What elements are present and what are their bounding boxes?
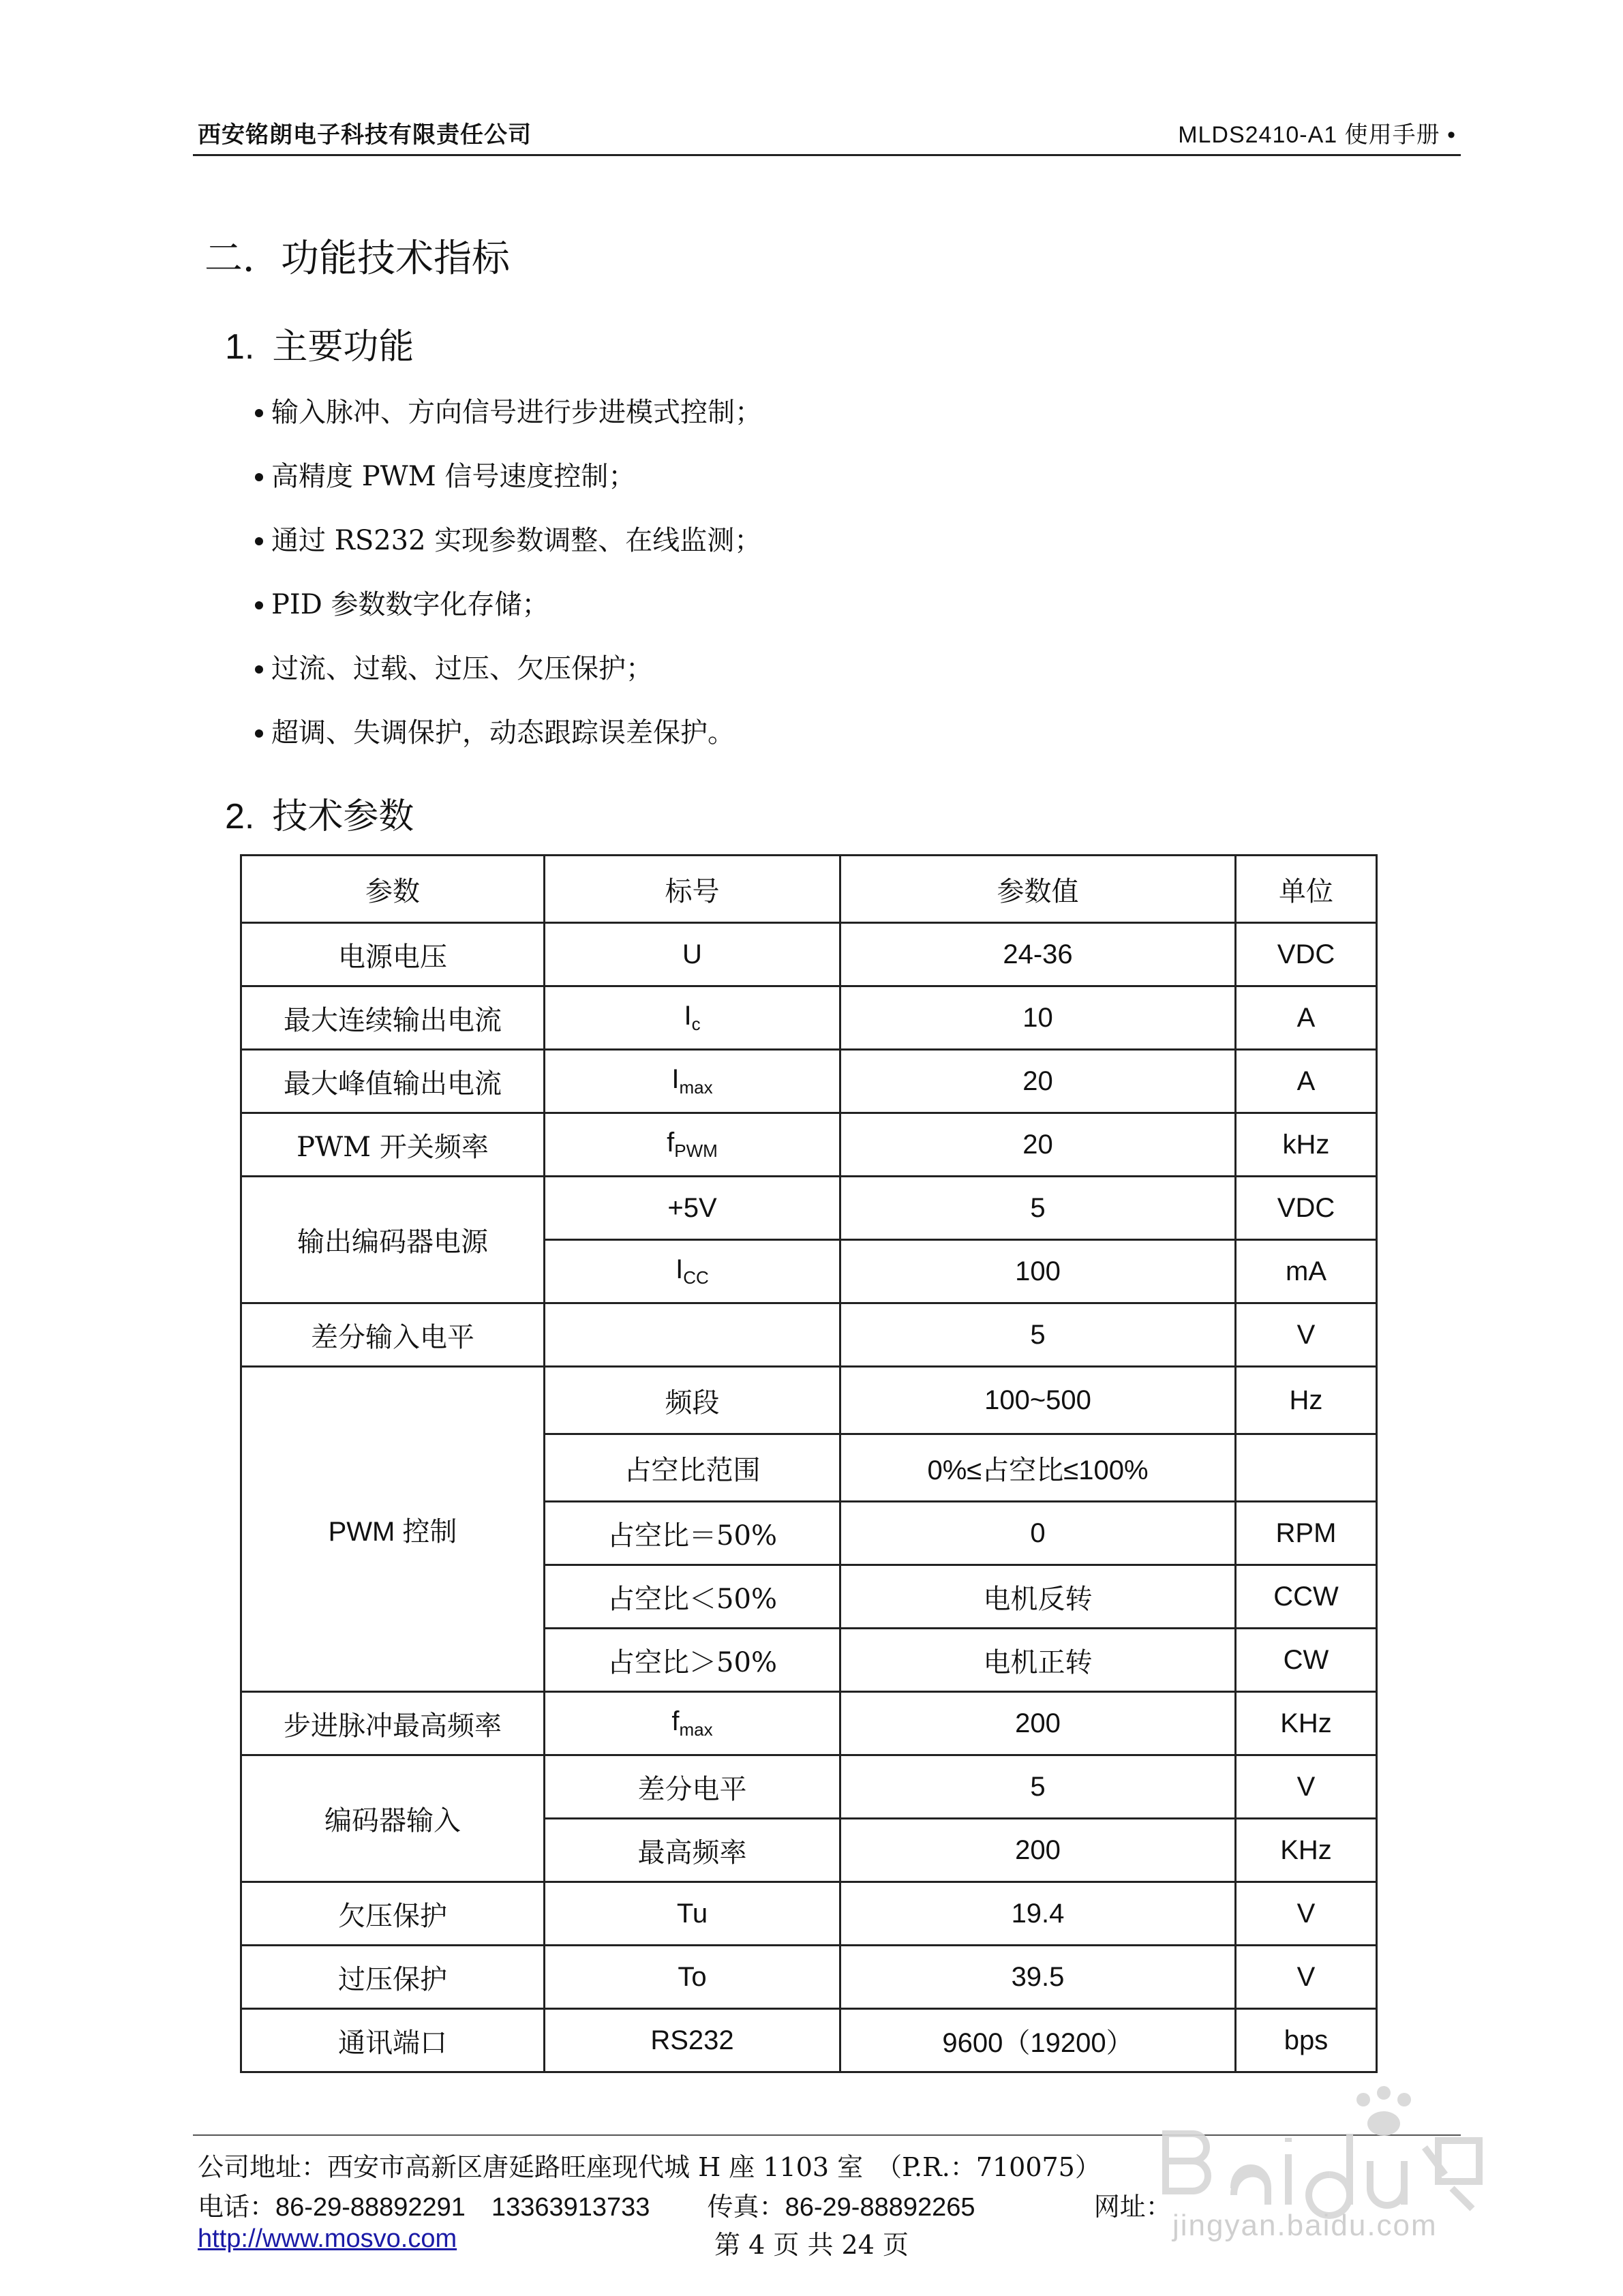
param-cell: 通讯端口 xyxy=(241,2009,545,2072)
spec-table xyxy=(240,854,1378,2073)
symbol-cell: 占空比＜50% xyxy=(545,1565,840,1629)
symbol-cell: Tu xyxy=(545,1882,840,1946)
param-cell: PWM 开关频率 xyxy=(241,1113,545,1177)
symbol-base: I xyxy=(684,1001,692,1031)
feature-text: 输入脉冲、方向信号进行步进模式控制； xyxy=(271,397,762,428)
unit-cell: CW xyxy=(1236,1629,1377,1692)
unit-cell: V xyxy=(1236,1946,1377,2009)
fax-label: 传真： xyxy=(707,2192,785,2222)
subsection-title: 主要功能 xyxy=(272,327,414,367)
subsection-title: 技术参数 xyxy=(272,796,414,837)
subsection-functions xyxy=(225,318,414,369)
symbol-subscript: PWM xyxy=(674,1141,718,1161)
feature-text: 高精度 PWM 信号速度控制； xyxy=(271,461,636,492)
value-cell: 0 xyxy=(840,1502,1236,1565)
symbol-base: I xyxy=(671,1064,680,1094)
symbol-cell: RS232 xyxy=(545,2009,840,2072)
symbol-cell: 差分电平 xyxy=(545,1755,840,1819)
phone-number: 86-29-88892291 13363913733 xyxy=(275,2193,650,2222)
web-label: 网址： xyxy=(1093,2192,1172,2222)
symbol-subscript: max xyxy=(679,1077,713,1098)
table-header-row xyxy=(241,856,1377,923)
param-cell: 步进脉冲最高频率 xyxy=(241,1692,545,1755)
table-row xyxy=(241,2009,1377,2072)
header-doc-title: MLDS2410-A1 使用手册 • xyxy=(1178,122,1456,148)
value-cell: 24-36 xyxy=(840,923,1236,986)
feature-text: 过流、过载、过压、欠压保护； xyxy=(271,653,653,684)
symbol-subscript: max xyxy=(679,1719,713,1740)
symbol-cell: 最高频率 xyxy=(545,1819,840,1882)
table-row xyxy=(241,986,1377,1050)
param-cell: 电源电压 xyxy=(241,923,545,986)
param-cell: 过压保护 xyxy=(241,1946,545,2009)
unit-cell: CCW xyxy=(1236,1565,1377,1629)
symbol-base: I xyxy=(676,1254,684,1284)
feature-text: 超调、失调保护，动态跟踪误差保护。 xyxy=(271,717,735,749)
list-item xyxy=(252,459,762,524)
unit-cell: VDC xyxy=(1236,923,1377,986)
header-rule xyxy=(193,154,1461,156)
symbol-cell: 占空比＞50% xyxy=(545,1629,840,1692)
symbol-cell: U xyxy=(545,923,840,986)
value-cell: 100~500 xyxy=(840,1367,1236,1434)
param-cell: 最大连续输出电流 xyxy=(241,986,545,1050)
unit-cell: A xyxy=(1236,986,1377,1050)
value-cell: 0%≤占空比≤100% xyxy=(840,1434,1236,1502)
symbol-cell: +5V xyxy=(545,1177,840,1240)
value-cell: 9600（19200） xyxy=(840,2009,1236,2072)
param-cell: 欠压保护 xyxy=(241,1882,545,1946)
feature-text: PID 参数数字化存储； xyxy=(271,589,549,620)
bullet-icon xyxy=(255,601,263,609)
bullet-icon xyxy=(255,665,263,674)
symbol-base: f xyxy=(667,1128,675,1158)
table-row xyxy=(241,1692,1377,1755)
symbol-subscript: CC xyxy=(683,1267,709,1288)
symbol-cell xyxy=(545,986,840,1050)
unit-cell: V xyxy=(1236,1882,1377,1946)
list-item xyxy=(252,588,762,652)
unit-cell: KHz xyxy=(1236,1819,1377,1882)
symbol-cell: To xyxy=(545,1946,840,2009)
table-row xyxy=(241,1755,1377,1819)
bullet-icon xyxy=(255,473,263,481)
list-item xyxy=(252,716,762,780)
feature-list xyxy=(252,395,762,780)
unit-cell: RPM xyxy=(1236,1502,1377,1565)
table-row xyxy=(241,1367,1377,1434)
symbol-cell xyxy=(545,1240,840,1303)
bullet-icon xyxy=(255,409,263,417)
table-row xyxy=(241,1177,1377,1240)
symbol-cell xyxy=(545,1050,840,1113)
header-cell: 标号 xyxy=(545,856,840,923)
page-number: 第 4 页 共 24 页 xyxy=(714,2230,909,2260)
table-row xyxy=(241,1113,1377,1177)
list-item xyxy=(252,652,762,716)
unit-cell: V xyxy=(1236,1303,1377,1367)
feature-text: 通过 RS232 实现参数调整、在线监测； xyxy=(271,525,762,556)
symbol-cell xyxy=(545,1113,840,1177)
baidu-watermark-logo xyxy=(1152,2072,1534,2277)
header-company: 西安铭朗电子科技有限责任公司 xyxy=(198,121,532,149)
param-cell: 编码器输入 xyxy=(241,1755,545,1882)
value-cell: 20 xyxy=(840,1113,1236,1177)
header-cell: 参数 xyxy=(241,856,545,923)
bullet-icon xyxy=(255,537,263,545)
table-row xyxy=(241,1882,1377,1946)
subsection-specs xyxy=(225,787,414,839)
symbol-cell xyxy=(545,1303,840,1367)
header-cell: 参数值 xyxy=(840,856,1236,923)
symbol-cell: 占空比＝50% xyxy=(545,1502,840,1565)
value-cell: 20 xyxy=(840,1050,1236,1113)
value-cell: 5 xyxy=(840,1177,1236,1240)
subsection-number: 1. xyxy=(225,327,255,367)
unit-cell: bps xyxy=(1236,2009,1377,2072)
unit-cell: KHz xyxy=(1236,1692,1377,1755)
unit-cell: V xyxy=(1236,1755,1377,1819)
fax-number: 86-29-88892265 xyxy=(785,2193,975,2222)
list-item xyxy=(252,524,762,588)
value-cell: 5 xyxy=(840,1303,1236,1367)
value-cell: 200 xyxy=(840,1819,1236,1882)
value-cell: 19.4 xyxy=(840,1882,1236,1946)
footer-address: 公司地址：西安市高新区唐延路旺座现代城 H 座 1103 室 （P.R.：710075） xyxy=(198,2152,1101,2182)
table-row xyxy=(241,1303,1377,1367)
value-cell: 39.5 xyxy=(840,1946,1236,2009)
param-cell: 差分输入电平 xyxy=(241,1303,545,1367)
unit-cell: mA xyxy=(1236,1240,1377,1303)
param-cell: PWM 控制 xyxy=(241,1367,545,1692)
unit-cell: Hz xyxy=(1236,1367,1377,1434)
unit-cell: A xyxy=(1236,1050,1377,1113)
symbol-cell: 占空比范围 xyxy=(545,1434,840,1502)
website-link[interactable]: http://www.mosvo.com xyxy=(198,2224,457,2253)
table-row xyxy=(241,923,1377,986)
unit-cell: kHz xyxy=(1236,1113,1377,1177)
unit-cell xyxy=(1236,1434,1377,1502)
unit-cell: VDC xyxy=(1236,1177,1377,1240)
header-cell: 单位 xyxy=(1236,856,1377,923)
section-title: 二．功能技术指标 xyxy=(204,237,510,281)
param-cell: 输出编码器电源 xyxy=(241,1177,545,1303)
symbol-cell xyxy=(545,1692,840,1755)
value-cell: 200 xyxy=(840,1692,1236,1755)
param-cell: 最大峰值输出电流 xyxy=(241,1050,545,1113)
phone-label: 电话： xyxy=(198,2192,276,2222)
subsection-number: 2. xyxy=(225,797,255,836)
table-row xyxy=(241,1050,1377,1113)
value-cell: 10 xyxy=(840,986,1236,1050)
value-cell: 电机反转 xyxy=(840,1565,1236,1629)
list-item xyxy=(252,395,762,459)
symbol-base: f xyxy=(671,1706,680,1736)
value-cell: 电机正转 xyxy=(840,1629,1236,1692)
symbol-cell: 频段 xyxy=(545,1367,840,1434)
value-cell: 5 xyxy=(840,1755,1236,1819)
symbol-subscript: c xyxy=(691,1014,701,1034)
watermark-text: jingyan.baidu.com xyxy=(1172,2209,1438,2242)
table-row xyxy=(241,1946,1377,2009)
value-cell: 100 xyxy=(840,1240,1236,1303)
bullet-icon xyxy=(255,729,263,738)
